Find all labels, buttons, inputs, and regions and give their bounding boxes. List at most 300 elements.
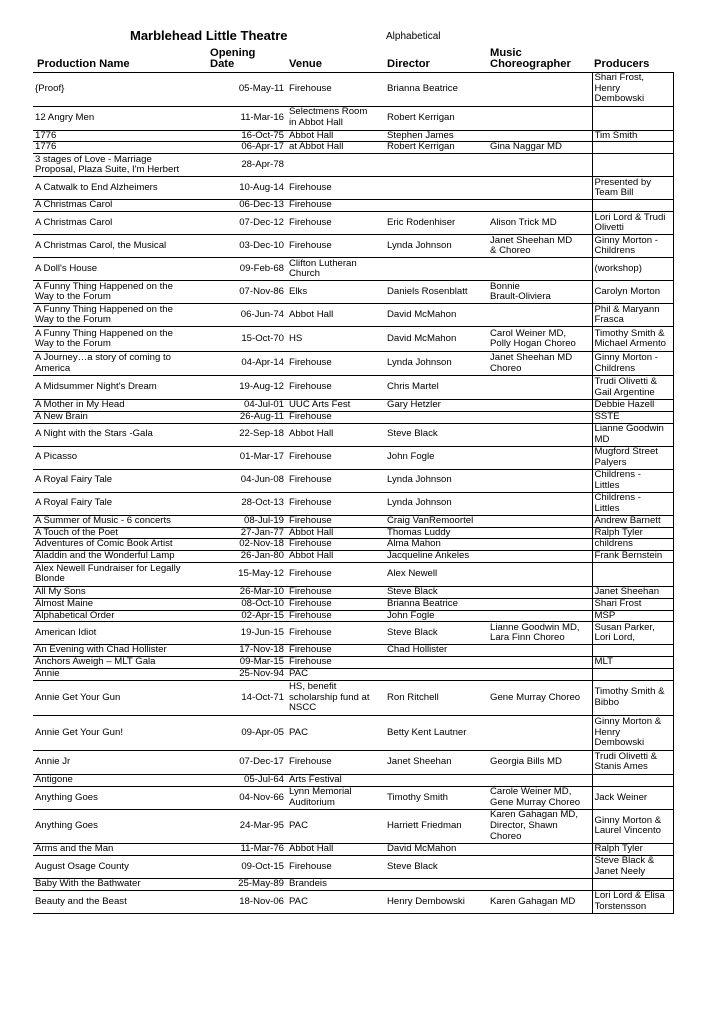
cell-director: Chad Hollister	[385, 645, 488, 657]
cell-venue: Firehouse	[287, 515, 385, 527]
table-row	[33, 586, 673, 598]
cell-venue: Lynn Memorial Auditorium	[287, 786, 385, 809]
cell-music-choreographer	[488, 562, 592, 586]
header-director: Director	[385, 44, 488, 72]
cell-director: Steve Black	[385, 423, 488, 446]
cell-production-name: A Royal Fairy Tale	[33, 469, 208, 492]
cell-producers: Carolyn Morton	[592, 281, 673, 304]
cell-director: David McMahon	[385, 843, 488, 855]
cell-producers: Shari Frost	[592, 598, 673, 610]
cell-director: Craig VanRemoortel	[385, 515, 488, 527]
table-row	[33, 786, 673, 809]
cell-producers	[592, 645, 673, 657]
cell-venue: Firehouse	[287, 622, 385, 645]
cell-opening-date: 26-Aug-11	[208, 412, 287, 424]
cell-director: Janet Sheehan	[385, 750, 488, 774]
table-row	[33, 154, 673, 177]
cell-venue: Firehouse	[287, 177, 385, 200]
cell-opening-date: 16-Oct-75	[208, 130, 287, 142]
cell-production-name: Anchors Aweigh – MLT Gala	[33, 657, 208, 669]
cell-music-choreographer	[488, 715, 592, 750]
cell-director	[385, 258, 488, 281]
cell-production-name: A New Brain	[33, 412, 208, 424]
cell-opening-date: 03-Dec-10	[208, 235, 287, 258]
cell-music-choreographer	[488, 423, 592, 446]
cell-opening-date: 02-Nov-18	[208, 539, 287, 551]
cell-music-choreographer: Karen Gahagan MD	[488, 890, 592, 913]
cell-venue: Abbot Hall	[287, 304, 385, 327]
cell-director: David McMahon	[385, 304, 488, 327]
table-row	[33, 515, 673, 527]
header-venue: Venue	[287, 44, 385, 72]
cell-venue: Firehouse	[287, 562, 385, 586]
cell-venue: Abbot Hall	[287, 423, 385, 446]
cell-production-name: Antigone	[33, 774, 208, 786]
cell-production-name: A Doll's House	[33, 258, 208, 281]
table-row	[33, 855, 673, 878]
cell-director	[385, 774, 488, 786]
cell-director: Gary Hetzler	[385, 400, 488, 412]
cell-director: Thomas Luddy	[385, 527, 488, 539]
cell-producers: Jack Weiner	[592, 786, 673, 809]
cell-music-choreographer	[488, 72, 592, 106]
cell-production-name: A Night with the Stars -Gala	[33, 423, 208, 446]
cell-producers: Lori Lord & Trudi Olivetti	[592, 212, 673, 235]
table-row	[33, 200, 673, 212]
table-row	[33, 610, 673, 622]
cell-opening-date: 26-Jan-80	[208, 550, 287, 562]
cell-production-name: Annie Get Your Gun	[33, 680, 208, 715]
cell-opening-date: 07-Nov-86	[208, 281, 287, 304]
cell-director: Betty Kent Lautner	[385, 715, 488, 750]
cell-director: John Fogle	[385, 610, 488, 622]
cell-music-choreographer	[488, 550, 592, 562]
cell-music-choreographer: Karen Gahagan MD, Director, Shawn Choreo	[488, 809, 592, 843]
cell-producers: Trudi Olivetti & Stanis Ames	[592, 750, 673, 774]
table-row	[33, 469, 673, 492]
cell-production-name: Aladdin and the Wonderful Lamp	[33, 550, 208, 562]
table-header-row	[33, 44, 673, 72]
cell-production-name: 12 Angry Men	[33, 106, 208, 130]
cell-venue: at Abbot Hall	[287, 142, 385, 154]
cell-producers	[592, 774, 673, 786]
cell-venue: Firehouse	[287, 657, 385, 669]
cell-music-choreographer	[488, 400, 592, 412]
cell-opening-date: 14-Oct-71	[208, 680, 287, 715]
cell-venue: Abbot Hall	[287, 527, 385, 539]
cell-director	[385, 200, 488, 212]
cell-venue: PAC	[287, 715, 385, 750]
cell-production-name: Annie Jr	[33, 750, 208, 774]
cell-producers: Frank Bernstein	[592, 550, 673, 562]
cell-production-name: Annie	[33, 669, 208, 681]
cell-director	[385, 669, 488, 681]
cell-production-name: A Funny Thing Happened on the Way to the Forum	[33, 281, 208, 304]
cell-music-choreographer	[488, 154, 592, 177]
cell-music-choreographer: Carole Weiner MD, Gene Murray Choreo	[488, 786, 592, 809]
cell-opening-date: 02-Apr-15	[208, 610, 287, 622]
cell-music-choreographer: Lianne Goodwin MD, Lara Finn Choreo	[488, 622, 592, 645]
cell-venue: Firehouse	[287, 855, 385, 878]
cell-director: Jacqueline Ankeles	[385, 550, 488, 562]
cell-opening-date: 07-Dec-12	[208, 212, 287, 235]
table-row	[33, 304, 673, 327]
table-row	[33, 142, 673, 154]
cell-music-choreographer	[488, 669, 592, 681]
cell-production-name: A Royal Fairy Tale	[33, 492, 208, 515]
cell-opening-date: 04-Jun-08	[208, 469, 287, 492]
table-row	[33, 352, 673, 376]
cell-producers: Tim Smith	[592, 130, 673, 142]
cell-director	[385, 878, 488, 890]
cell-producers: Timothy Smith & Bibbo	[592, 680, 673, 715]
cell-director: Timothy Smith	[385, 786, 488, 809]
table-row	[33, 376, 673, 400]
cell-music-choreographer	[488, 200, 592, 212]
cell-music-choreographer	[488, 376, 592, 400]
cell-production-name: A Journey…a story of coming to America	[33, 352, 208, 376]
cell-production-name: A Mother in My Head	[33, 400, 208, 412]
cell-producers: Ginny Morton & Laurel Vincento	[592, 809, 673, 843]
cell-production-name: All My Sons	[33, 586, 208, 598]
cell-venue: Firehouse	[287, 539, 385, 551]
cell-opening-date: 06-Dec-13	[208, 200, 287, 212]
cell-venue: Firehouse	[287, 212, 385, 235]
cell-opening-date: 15-May-12	[208, 562, 287, 586]
cell-production-name: A Funny Thing Happened on the Way to the Forum	[33, 327, 208, 352]
cell-producers: Ralph Tyler	[592, 843, 673, 855]
cell-venue: Firehouse	[287, 610, 385, 622]
cell-music-choreographer: Gene Murray Choreo	[488, 680, 592, 715]
cell-director	[385, 412, 488, 424]
table-row	[33, 327, 673, 352]
cell-opening-date: 28-Oct-13	[208, 492, 287, 515]
cell-producers: Shari Frost, Henry Dembowski	[592, 72, 673, 106]
cell-opening-date: 08-Oct-10	[208, 598, 287, 610]
cell-producers: MSP	[592, 610, 673, 622]
cell-opening-date: 15-Oct-70	[208, 327, 287, 352]
cell-venue: Brandeis	[287, 878, 385, 890]
cell-venue: UUC Arts Fest	[287, 400, 385, 412]
table-row	[33, 680, 673, 715]
cell-venue: Firehouse	[287, 645, 385, 657]
table-row	[33, 130, 673, 142]
cell-production-name: American Idiot	[33, 622, 208, 645]
cell-producers	[592, 106, 673, 130]
cell-music-choreographer	[488, 258, 592, 281]
cell-venue: Selectmens Room in Abbot Hall	[287, 106, 385, 130]
cell-production-name: A Catwalk to End Alzheimers	[33, 177, 208, 200]
table-row	[33, 412, 673, 424]
cell-opening-date: 09-Oct-15	[208, 855, 287, 878]
cell-director: Alex Newell	[385, 562, 488, 586]
cell-director: Alma Mahon	[385, 539, 488, 551]
cell-director: Daniels Rosenblatt	[385, 281, 488, 304]
cell-director: Brianna Beatrice	[385, 598, 488, 610]
cell-music-choreographer	[488, 446, 592, 469]
cell-director: Ron Ritchell	[385, 680, 488, 715]
cell-director: David McMahon	[385, 327, 488, 352]
table-row	[33, 539, 673, 551]
cell-production-name: Anything Goes	[33, 786, 208, 809]
cell-music-choreographer: Janet Sheehan MD & Choreo	[488, 235, 592, 258]
cell-director: Lynda Johnson	[385, 235, 488, 258]
cell-production-name: Alex Newell Fundraiser for Legally Blonde	[33, 562, 208, 586]
cell-production-name: Annie Get Your Gun!	[33, 715, 208, 750]
cell-producers	[592, 142, 673, 154]
cell-venue: Abbot Hall	[287, 550, 385, 562]
cell-director: Robert Kerrigan	[385, 142, 488, 154]
cell-music-choreographer	[488, 843, 592, 855]
cell-music-choreographer	[488, 586, 592, 598]
cell-producers: Andrew Barnett	[592, 515, 673, 527]
table-row	[33, 400, 673, 412]
cell-producers: childrens	[592, 539, 673, 551]
cell-producers: Phil & Maryann Frasca	[592, 304, 673, 327]
cell-music-choreographer	[488, 130, 592, 142]
cell-venue	[287, 154, 385, 177]
cell-producers	[592, 669, 673, 681]
cell-opening-date: 04-Apr-14	[208, 352, 287, 376]
table-row	[33, 235, 673, 258]
cell-production-name: A Christmas Carol	[33, 200, 208, 212]
cell-venue: Firehouse	[287, 446, 385, 469]
cell-opening-date: 04-Nov-66	[208, 786, 287, 809]
cell-producers: Susan Parker, Lori Lord,	[592, 622, 673, 645]
cell-venue: Firehouse	[287, 750, 385, 774]
cell-venue: Firehouse	[287, 72, 385, 106]
cell-opening-date: 22-Sep-18	[208, 423, 287, 446]
cell-production-name: A Christmas Carol	[33, 212, 208, 235]
table-row	[33, 281, 673, 304]
cell-venue: Abbot Hall	[287, 130, 385, 142]
table-row	[33, 106, 673, 130]
cell-director: Harriett Friedman	[385, 809, 488, 843]
cell-director: Steve Black	[385, 855, 488, 878]
table-row	[33, 774, 673, 786]
header-producers: Producers	[592, 44, 673, 72]
cell-music-choreographer	[488, 657, 592, 669]
cell-production-name: 1776	[33, 142, 208, 154]
header-production-name: Production Name	[33, 44, 208, 72]
cell-director: Stephen James	[385, 130, 488, 142]
cell-producers: Debbie Hazell	[592, 400, 673, 412]
cell-music-choreographer: Janet Sheehan MD Choreo	[488, 352, 592, 376]
cell-music-choreographer	[488, 645, 592, 657]
cell-production-name: Arms and the Man	[33, 843, 208, 855]
cell-venue: Firehouse	[287, 586, 385, 598]
cell-director: Eric Rodenhiser	[385, 212, 488, 235]
cell-opening-date: 26-Mar-10	[208, 586, 287, 598]
cell-opening-date: 19-Aug-12	[208, 376, 287, 400]
cell-producers: Lori Lord & Elisa Torstensson	[592, 890, 673, 913]
cell-producers: Mugford Street Palyers	[592, 446, 673, 469]
cell-venue: Elks	[287, 281, 385, 304]
cell-producers: Childrens - Littles	[592, 469, 673, 492]
cell-opening-date: 06-Apr-17	[208, 142, 287, 154]
table-row	[33, 645, 673, 657]
cell-director	[385, 177, 488, 200]
cell-opening-date: 18-Nov-06	[208, 890, 287, 913]
cell-producers: Presented by Team Bill	[592, 177, 673, 200]
cell-producers: Lianne Goodwin MD	[592, 423, 673, 446]
cell-opening-date: 07-Dec-17	[208, 750, 287, 774]
cell-production-name: 1776	[33, 130, 208, 142]
cell-opening-date: 11-Mar-76	[208, 843, 287, 855]
cell-venue: Firehouse	[287, 352, 385, 376]
table-row	[33, 622, 673, 645]
cell-music-choreographer	[488, 598, 592, 610]
table-row	[33, 750, 673, 774]
cell-producers: Steve Black & Janet Neely	[592, 855, 673, 878]
productions-table	[33, 44, 674, 914]
cell-director: John Fogle	[385, 446, 488, 469]
cell-director: Lynda Johnson	[385, 352, 488, 376]
table-row	[33, 669, 673, 681]
table-row	[33, 258, 673, 281]
cell-production-name: A Summer of Music - 6 concerts	[33, 515, 208, 527]
cell-music-choreographer	[488, 412, 592, 424]
cell-music-choreographer: Alison Trick MD	[488, 212, 592, 235]
header-music-choreographer: Music Choreographer	[488, 44, 592, 72]
table-row	[33, 657, 673, 669]
cell-producers: SSTE	[592, 412, 673, 424]
cell-music-choreographer	[488, 177, 592, 200]
cell-opening-date: 17-Nov-18	[208, 645, 287, 657]
cell-opening-date: 25-May-89	[208, 878, 287, 890]
cell-producers	[592, 154, 673, 177]
cell-music-choreographer: Gina Naggar MD	[488, 142, 592, 154]
cell-venue: Firehouse	[287, 412, 385, 424]
cell-opening-date: 01-Mar-17	[208, 446, 287, 469]
cell-music-choreographer	[488, 527, 592, 539]
table-row	[33, 446, 673, 469]
cell-venue: Firehouse	[287, 200, 385, 212]
cell-music-choreographer: Bonnie Brault-Oliviera	[488, 281, 592, 304]
cell-production-name: Alphabetical Order	[33, 610, 208, 622]
cell-producers: Ginny Morton - Childrens	[592, 352, 673, 376]
cell-opening-date: 11-Mar-16	[208, 106, 287, 130]
cell-director: Henry Dembowski	[385, 890, 488, 913]
cell-production-name: A Picasso	[33, 446, 208, 469]
cell-producers: Trudi Olivetti & Gail Argentine	[592, 376, 673, 400]
table-row	[33, 843, 673, 855]
cell-opening-date: 09-Mar-15	[208, 657, 287, 669]
cell-music-choreographer	[488, 304, 592, 327]
cell-music-choreographer: Carol Weiner MD, Polly Hogan Choreo	[488, 327, 592, 352]
cell-director: Lynda Johnson	[385, 492, 488, 515]
cell-opening-date: 05-May-11	[208, 72, 287, 106]
cell-producers	[592, 562, 673, 586]
table-row	[33, 527, 673, 539]
cell-venue: PAC	[287, 669, 385, 681]
table-row	[33, 423, 673, 446]
cell-opening-date: 10-Aug-14	[208, 177, 287, 200]
cell-producers	[592, 200, 673, 212]
table-row	[33, 878, 673, 890]
cell-venue: Firehouse	[287, 235, 385, 258]
cell-venue: PAC	[287, 890, 385, 913]
cell-producers: Janet Sheehan	[592, 586, 673, 598]
table-body	[33, 72, 673, 913]
cell-opening-date: 19-Jun-15	[208, 622, 287, 645]
cell-producers: (workshop)	[592, 258, 673, 281]
header-opening-date: Opening Date	[208, 44, 287, 72]
cell-opening-date: 09-Feb-68	[208, 258, 287, 281]
cell-producers: Timothy Smith & Michael Armento	[592, 327, 673, 352]
cell-production-name: August Osage County	[33, 855, 208, 878]
cell-production-name: Almost Maine	[33, 598, 208, 610]
table-row	[33, 809, 673, 843]
table-row	[33, 715, 673, 750]
cell-production-name: A Touch of the Poet	[33, 527, 208, 539]
cell-director: Chris Martel	[385, 376, 488, 400]
cell-opening-date: 28-Apr-78	[208, 154, 287, 177]
cell-music-choreographer	[488, 106, 592, 130]
cell-production-name: 3 stages of Love - Marriage Proposal, Plaza Suite, I'm Herbert	[33, 154, 208, 177]
cell-music-choreographer	[488, 515, 592, 527]
table-row	[33, 212, 673, 235]
cell-venue: PAC	[287, 809, 385, 843]
cell-director: Steve Black	[385, 586, 488, 598]
cell-production-name: An Evening with Chad Hollister	[33, 645, 208, 657]
cell-production-name: A Midsummer Night's Dream	[33, 376, 208, 400]
cell-production-name: A Christmas Carol, the Musical	[33, 235, 208, 258]
cell-production-name: Beauty and the Beast	[33, 890, 208, 913]
cell-venue: Clifton Lutheran Church	[287, 258, 385, 281]
table-row	[33, 598, 673, 610]
cell-opening-date: 06-Jun-74	[208, 304, 287, 327]
cell-producers: Childrens - Littles	[592, 492, 673, 515]
cell-opening-date: 08-Jul-19	[208, 515, 287, 527]
table-row	[33, 550, 673, 562]
table-row	[33, 72, 673, 106]
cell-music-choreographer	[488, 878, 592, 890]
cell-producers	[592, 878, 673, 890]
cell-director	[385, 657, 488, 669]
cell-production-name: {Proof}	[33, 72, 208, 106]
cell-producers: Ginny Morton - Childrens	[592, 235, 673, 258]
cell-venue: Firehouse	[287, 598, 385, 610]
document-title: Marblehead Little Theatre	[130, 28, 288, 43]
cell-venue: Firehouse	[287, 492, 385, 515]
cell-music-choreographer	[488, 774, 592, 786]
table-row	[33, 177, 673, 200]
cell-venue: Firehouse	[287, 376, 385, 400]
cell-producers: Ginny Morton & Henry Dembowski	[592, 715, 673, 750]
cell-music-choreographer	[488, 492, 592, 515]
cell-producers: Ralph Tyler	[592, 527, 673, 539]
cell-director: Lynda Johnson	[385, 469, 488, 492]
cell-production-name: Baby With the Bathwater	[33, 878, 208, 890]
cell-production-name: A Funny Thing Happened on the Way to the Forum	[33, 304, 208, 327]
cell-music-choreographer: Georgia Bills MD	[488, 750, 592, 774]
cell-director	[385, 154, 488, 177]
cell-music-choreographer	[488, 610, 592, 622]
cell-opening-date: 04-Jul-01	[208, 400, 287, 412]
cell-music-choreographer	[488, 539, 592, 551]
cell-production-name: Anything Goes	[33, 809, 208, 843]
cell-opening-date: 24-Mar-95	[208, 809, 287, 843]
document-subtitle: Alphabetical	[386, 31, 441, 42]
cell-opening-date: 05-Jul-64	[208, 774, 287, 786]
cell-venue: Firehouse	[287, 469, 385, 492]
cell-venue: Abbot Hall	[287, 843, 385, 855]
table-row	[33, 562, 673, 586]
cell-director: Robert Kerrigan	[385, 106, 488, 130]
cell-opening-date: 27-Jan-77	[208, 527, 287, 539]
cell-opening-date: 09-Apr-05	[208, 715, 287, 750]
